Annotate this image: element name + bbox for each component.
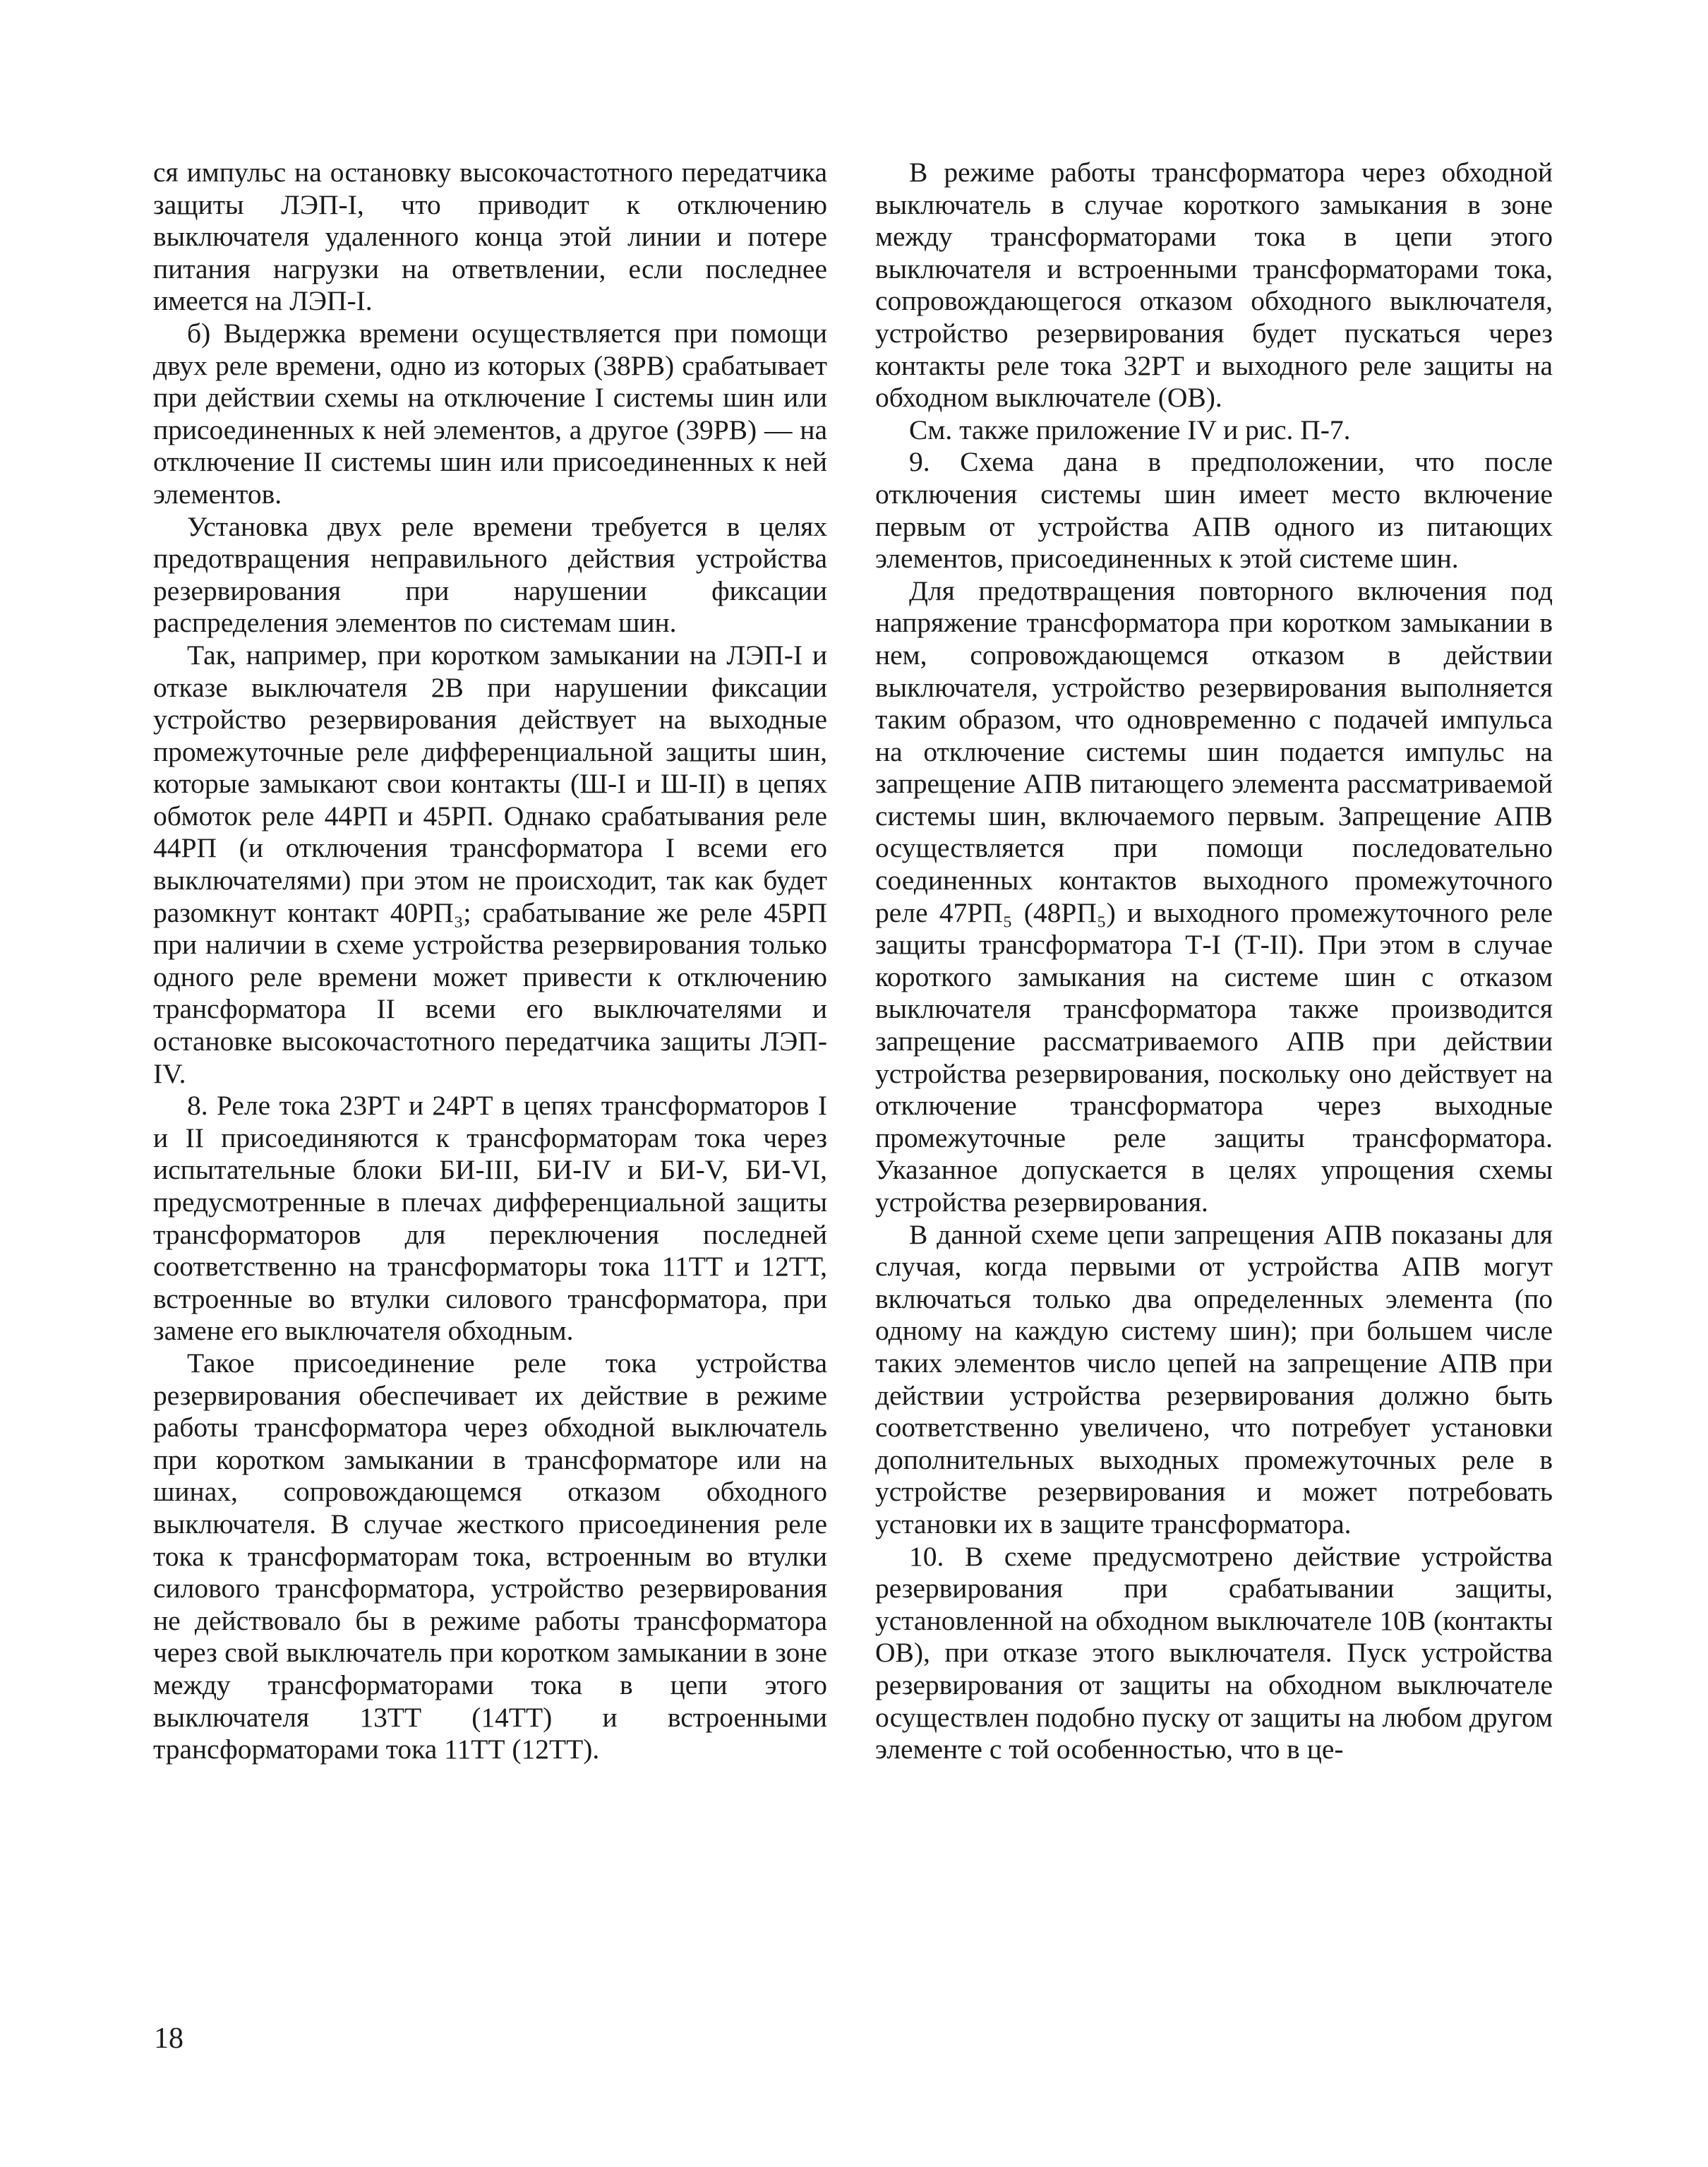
right-column: [875, 157, 1553, 1766]
paragraph-left-4: Так, например, при коротком замыкании на ЛЭП-I и отказе выключателя 2В при нарушении фиксации устройство резервирования действует на выходные промежуточные реле дифференциальной защиты шин, которые замыкают свои контакты (Ш-I и Ш-II) в цепях обмоток реле 44РП и 45РП. Однако срабатывания реле 44РП (и отключения трансформатора I всеми его выключателями) при этом не происходит, так как будет разомкнут контакт 40РП₃; срабатывание же реле 45РП при наличии в схеме устройства резервирования только одного реле времени может привести к отключению трансформатора II всеми его выключателями и остановке высокочастотного передатчика защиты ЛЭП-IV.: [153, 639, 827, 1089]
paragraph-right-5: В данной схеме цепи запрещения АПВ показаны для случая, когда первыми от устройства АПВ могут включаться только два определенных элемента (по одному на каждую систему шин); при большем числе таких элементов число цепей на запрещение АПВ при действии устройства резервирования должно быть соответственно увеличено, что потребует установки дополнительных выходных промежуточных реле в устройстве резервирования и может потребовать установки их в защите трансформатора.: [875, 1218, 1553, 1539]
paragraph-left-6: Такое присоединение реле тока устройства резервирования обеспечивает их действие в режиме работы трансформатора через обходной выключатель при коротком замыкании в трансформаторе или на шинах, сопровождающемся отказом обходного выключателя. В случае жесткого присоединения реле тока к трансформаторам тока, встроенным во втулки силового трансформатора, устройство резервирования не действовало бы в режиме работы трансформатора через свой выключатель при коротком замыкании в зоне между трансформаторами тока в цепи этого выключателя 13ТТ (14ТТ) и встроенными трансформаторами тока 11ТТ (12ТТ).: [153, 1347, 827, 1765]
paragraph-right-2: См. также приложение IV и рис. П-7.: [909, 414, 1351, 445]
paragraph-right-3: 9. Схема дана в предположении, что после отключения системы шин имеет место включение первым от устройства АПВ одного из питающих элементов, присоединенных к этой системе шин.: [875, 446, 1553, 575]
left-column: [153, 157, 827, 1766]
paragraph-right-1: В режиме работы трансформатора через обходной выключатель в случае короткого замыкания в зоне между трансформаторами тока в цепи этого выключателя и встроенными трансформаторами тока, сопровождающегося отказом обходного выключателя, устройство резервирования будет пускаться через контакты реле тока 32РТ и выходного реле защиты на обходном выключателе (ОВ).: [875, 157, 1553, 414]
paragraph-right-4: Для предотвращения повторного включения под напряжение трансформатора при коротком замыкании в нем, сопровождающемся отказом в действии выключателя, устройство резервирования выполняется таким образом, что одновременно с подачей импульса на отключение системы шин подается импульс на запрещение АПВ питающего элемента рассматриваемой системы шин, включаемого первым. Запрещение АПВ осуществляется при помощи последовательно соединенных контактов выходного промежуточного реле 47РП₅ (48РП₅) и выходного промежуточного реле защиты трансформатора Т-I (Т-II). При этом в случае короткого замыкания на системе шин с отказом выключателя трансформатора также производится запрещение рассматриваемого АПВ при действии устройства резервирования, поскольку оно действует на отключение трансформатора через выходные промежуточные реле защиты трансформатора. Указанное допускается в целях упрощения схемы устройства резервирования.: [875, 575, 1553, 1218]
paragraph-left-2: б) Выдержка времени осуществляется при помощи двух реле времени, одно из которых (38РВ) срабатывает при действии схемы на отключение I системы шин или присоединенных к ней элементов, а другое (39РВ) — на отключение II системы шин или присоединенных к ней элементов.: [153, 317, 827, 510]
page-number: 18: [154, 2022, 184, 2055]
paragraph-left-5: 8. Реле тока 23РТ и 24РТ в цепях трансформаторов I и II присоединяются к трансформаторам тока через испытательные блоки БИ-III, БИ-IV и БИ-V, БИ-VI, предусмотренные в плечах дифференциальной защиты трансформаторов для переключения последней соответственно на трансформаторы тока 11ТТ и 12ТТ, встроенные во втулки силового трансформатора, при замене его выключателя обходным.: [153, 1090, 827, 1347]
paragraph-right-6: 10. В схеме предусмотрено действие устройства резервирования при срабатывании защиты, установленной на обходном выключателе 10В (контакты ОВ), при отказе этого выключателя. Пуск устройства резервирования от защиты на обходном выключателе осуществлен подобно пуску от защиты на любом другом элементе с той особенностью, что в це-: [875, 1540, 1553, 1765]
paragraph-left-3: Установка двух реле времени требуется в целях предотвращения неправильного действия устройства резервирования при нарушении фиксации распределения элементов по системам шин.: [153, 510, 827, 639]
paragraph-left-1: ся импульс на остановку высокочастотного передатчика защиты ЛЭП-I, что приводит к отключению выключателя удаленного конца этой линии и потере питания нагрузки на ответвлении, если последнее имеется на ЛЭП-I.: [153, 157, 827, 317]
